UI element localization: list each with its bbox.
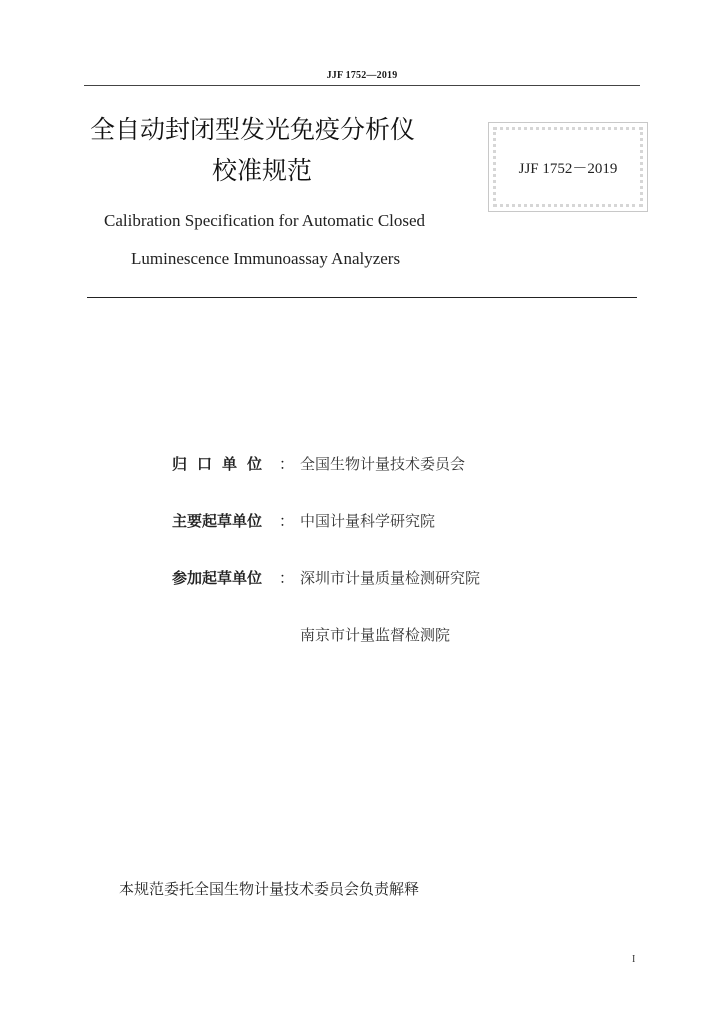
standard-code-box-text: JJF 1752－2019 [518,160,618,177]
english-title-line-2: Luminescence Immunoassay Analyzers [131,249,401,268]
unit-label: 主要起草单位 [172,512,263,530]
unit-label: 参加起草单位 [172,569,263,587]
unit-value: 南京市计量监督检测院 [300,626,451,644]
interpretation-statement: 本规范委托全国生物计量技术委员会负责解释 [119,880,420,898]
unit-label: 归口单位 [172,455,273,473]
page-number: I [632,954,636,965]
header-rule [84,85,640,86]
english-title-line-1: Calibration Specification for Automatic Closed [104,211,426,230]
standard-code-box-border [493,127,643,207]
unit-value: 全国生物计量技术委员会 [300,455,466,473]
title-rule [87,297,637,298]
running-header: JJF 1752—2019 [326,70,398,81]
chinese-title-line-1: 全自动封闭型发光免疫分析仪 [90,115,416,144]
unit-colon: ： [279,512,295,530]
chinese-title-line-2: 校准规范 [212,156,313,185]
standard-code-box [488,122,648,212]
unit-value: 中国计量科学研究院 [300,512,436,530]
unit-colon: ： [279,455,295,473]
unit-colon: ： [279,569,295,587]
unit-value: 深圳市计量质量检测研究院 [300,569,481,587]
